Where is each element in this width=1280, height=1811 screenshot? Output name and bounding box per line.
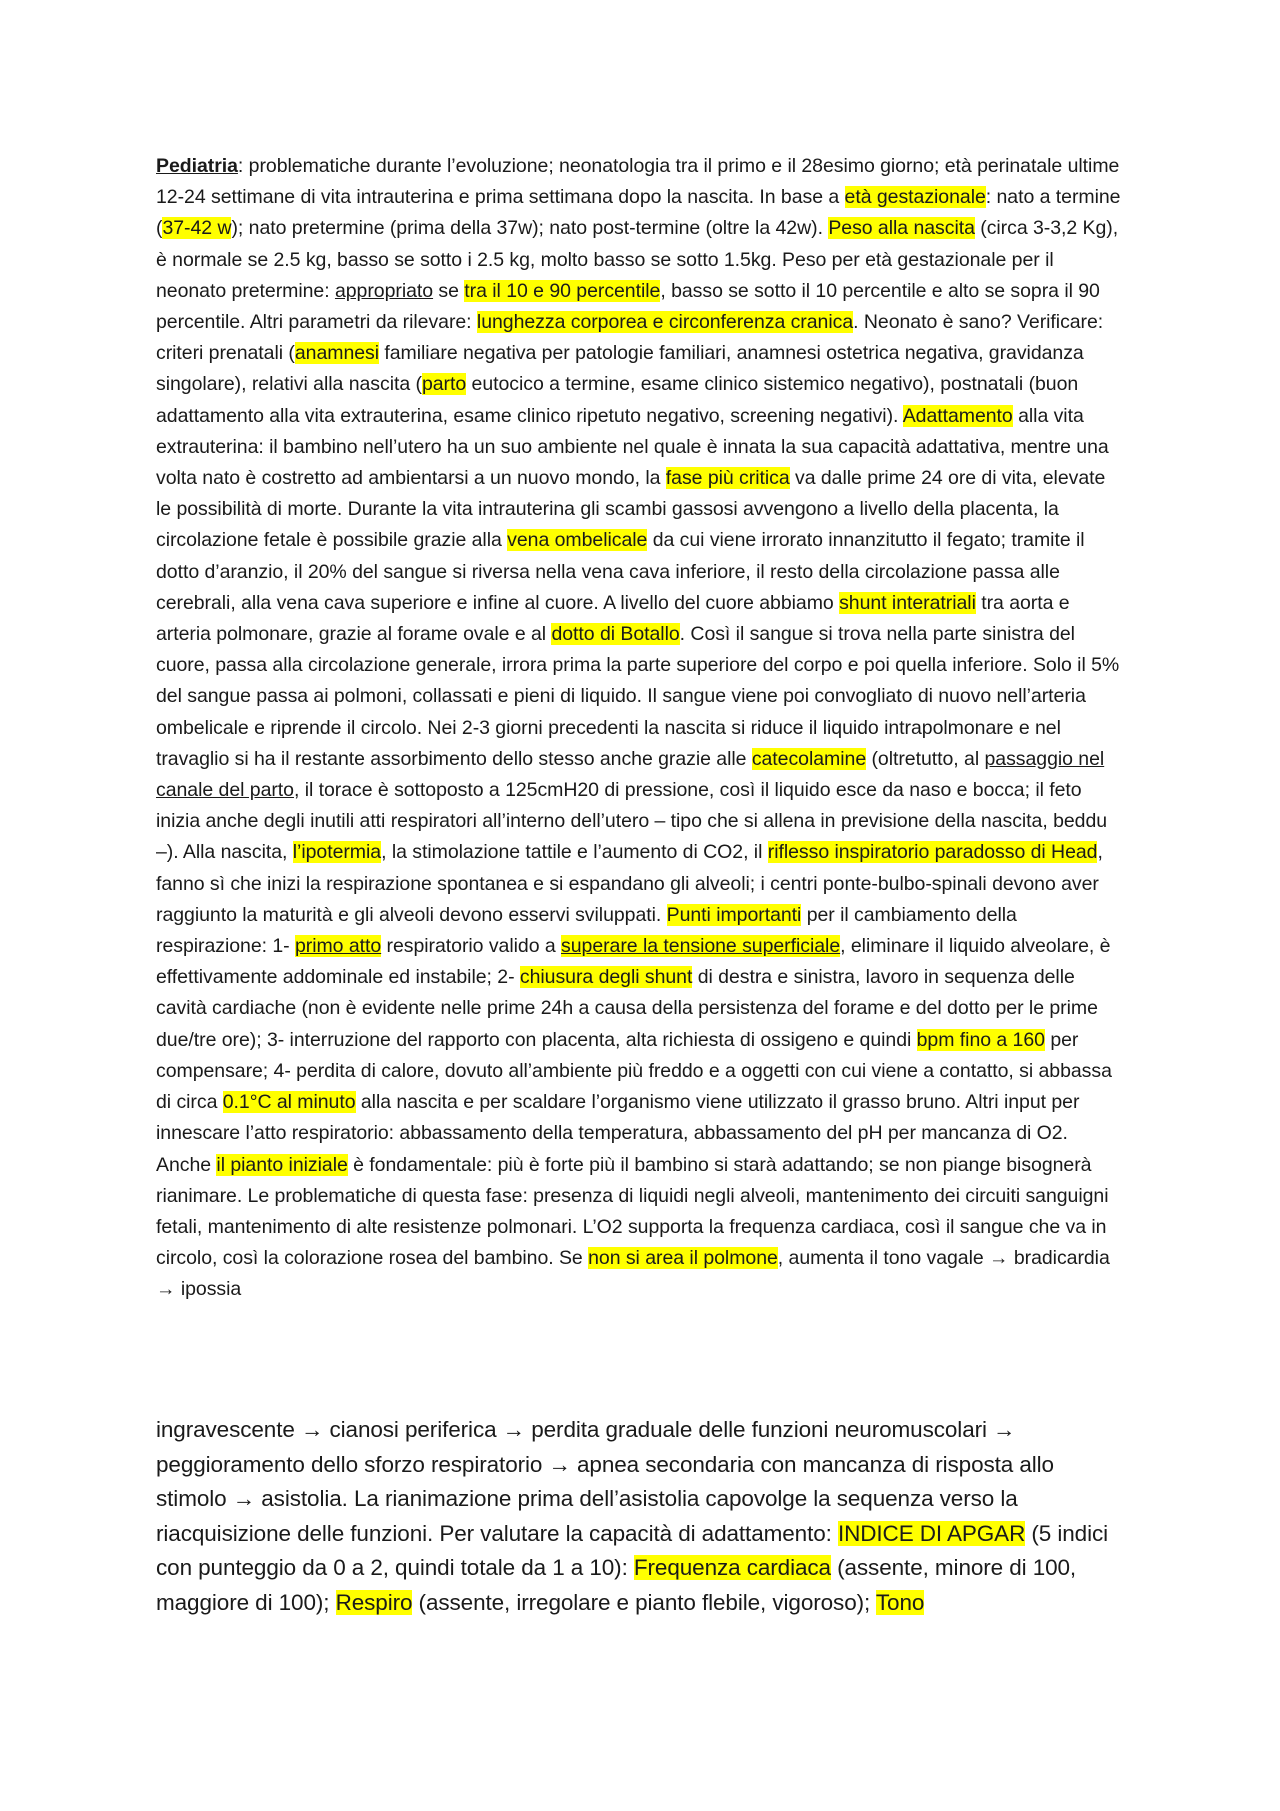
text-run: per il cambiamento della respirazione: 1- <box>156 903 1017 958</box>
text-run: , la stimolazione tattile e l’aumento di CO2, il <box>381 841 768 864</box>
highlighted-term: lunghezza corporea e circonferenza cranica <box>476 311 854 334</box>
text-run: va dalle prime 24 ore di vita, elevate le possibilità di morte. Durante la vita intrauterina gli scambi gassosi avvengono a livello della placenta, la circolazione fetale è possibile grazie alla <box>156 467 1106 552</box>
text-run: : problematiche durante l’evoluzione; neonatologia tra il primo e il 28esimo giorno; età perinatale ultime 12-24 settimane di vita intrauterina e prima settimana dopo la nascita. In base a <box>156 155 1120 209</box>
highlighted-term: l’ipotermia <box>292 841 382 864</box>
highlighted-term: tra il 10 e 90 percentile <box>464 279 661 302</box>
highlighted-term: il pianto iniziale <box>216 1153 348 1176</box>
highlighted-term: vena ombelicale <box>507 529 648 552</box>
text-run: : nato a termine ( <box>156 186 1121 240</box>
text-run: , eliminare il liquido alveolare, è effettivamente addominale ed instabile; 2- <box>156 935 1111 989</box>
highlighted-term: chiusura degli shunt <box>519 966 693 989</box>
text-run: respiratorio valido a <box>381 935 562 958</box>
body-paragraph <box>156 151 1124 1306</box>
highlighted-term: parto <box>421 373 467 396</box>
text-run: , il torace è sottoposto a 125cmH20 di pressione, così il liquido esce da naso e bocca; il feto inizia anche degli inutili atti respiratori all’interno dell’utero – tipo che si allena in previsione della nascita, beddu –). Alla nascita, <box>156 779 1108 864</box>
body-paragraph-continuation <box>156 1413 1124 1620</box>
highlighted-term: Punti importanti <box>666 903 802 926</box>
highlighted-term: Frequenza cardiaca <box>633 1555 831 1580</box>
highlighted-term: shunt interatriali <box>839 591 976 614</box>
text-run: , fanno sì che inizi la respirazione spontanea e si espandano gli alveoli; i centri ponte-bulbo-spinali devono aver raggiunto la maturità e gli alveoli devono esservi sviluppati. <box>156 841 1103 926</box>
underlined-term: appropriato <box>334 279 434 302</box>
highlighted-term: età gestazionale <box>844 186 986 209</box>
text-run: ); nato pretermine (prima della 37w); nato post-termine (oltre la 42w). <box>231 217 829 240</box>
highlighted-term: riflesso inspiratorio paradosso di Head <box>767 841 1098 864</box>
text-run: per compensare; 4- perdita di calore, dovuto all’ambiente più freddo e a oggetti con cui viene a contatto, si abbassa di circa <box>156 1028 1112 1114</box>
text-run: , aumenta il tono vagale → bradicardia → ipossia <box>156 1247 1110 1301</box>
highlighted-term: Respiro <box>335 1589 413 1615</box>
text-run: (circa 3-3,2 Kg), è normale se 2.5 kg, basso se sotto i 2.5 kg, molto basso se sotto 1.5kg. Peso per età gestazionale per il neonato pretermine: <box>156 217 1119 302</box>
highlighted-term: anamnesi <box>294 342 380 365</box>
highlighted-term: primo atto <box>294 935 382 958</box>
text-run: (assente, minore di 100, maggiore di 100); <box>156 1555 1077 1615</box>
text-run: alla nascita e per scaldare l’organismo viene utilizzato il grasso bruno. Altri input per innescare l’atto respiratorio: abbassamento della temperatura, abbassamento del pH per mancanza di O2. Anche <box>156 1091 1080 1176</box>
text-run: . Neonato è sano? Verificare: criteri prenatali ( <box>156 311 1104 365</box>
text-run: tra aorta e arteria polmonare, grazie al forame ovale e al <box>156 591 1070 646</box>
highlighted-term: Adattamento <box>902 404 1013 427</box>
highlighted-term: non si area il polmone <box>588 1247 778 1270</box>
document-title: Pediatria <box>156 155 238 177</box>
text-run: di destra e sinistra, lavoro in sequenza delle cavità cardiache (non è evidente nelle prime 24h a causa della persistenza del forame e del dotto per le prime due/tre ore); 3- interruzione del rapporto con placenta, alta richiesta di ossigeno e quindi <box>156 966 1098 1051</box>
text-run: alla vita extrauterina: il bambino nell’utero ha un suo ambiente nel quale è innata la sua capacità adattativa, mentre una volta nato è costretto ad ambientarsi a un nuovo mondo, la <box>156 404 1109 490</box>
highlighted-term: Tono <box>875 1589 925 1615</box>
text-run: , basso se sotto il 10 percentile e alto se sopra il 90 percentile. Altri parametri da rilevare: <box>156 279 1100 334</box>
highlighted-term: catecolamine <box>751 747 867 770</box>
text-run: familiare negativa per patologie familiari, anamnesi ostetrica negativa, gravidanza singolare), relativi alla nascita ( <box>156 342 1084 396</box>
text-run: (5 indici con punteggio da 0 a 2, quindi totale da 1 a 10): <box>156 1520 1109 1580</box>
highlighted-term: fase più critica <box>665 467 790 490</box>
text-run: (assente, irregolare e pianto flebile, vigoroso); <box>412 1589 876 1615</box>
text-run: (oltretutto, al <box>866 747 985 770</box>
text-run: da cui viene irrorato innanzitutto il fegato; tramite il dotto d’aranzio, il 20% del sangue si riversa nella vena cava inferiore, il resto della circolazione passa alle cerebrali, alla vena cava superiore e infine al cuore. A livello del cuore abbiamo <box>156 529 1085 614</box>
text-run: è fondamentale: più è forte più il bambino si starà adattando; se non piange bisognerà rianimare. Le problematiche di questa fase: presenza di liquidi negli alveoli, mantenimento dei circuiti sanguigni fetali, mantenimento di alte resistenze polmonari. L’O2 supporta la frequenza cardiaca, così il sangue che va in circolo, così la colorazione rosea del bambino. Se <box>156 1153 1109 1270</box>
highlighted-term: 37-42 w <box>162 217 232 240</box>
text-run: ingravescente → cianosi periferica → perdita graduale delle funzioni neuromuscolari → peggioramento dello sforzo respiratorio → apnea secondaria con mancanza di risposta allo stimolo → asistolia. La rianimazione prima dell’asistolia capovolge la sequenza verso la riacquisizione delle funzioni. Per valutare la capacità di adattamento: <box>156 1417 1054 1546</box>
highlighted-term: INDICE DI APGAR <box>837 1520 1026 1546</box>
highlighted-term: bpm fino a 160 <box>916 1028 1045 1051</box>
highlighted-term: 0.1°C al minuto <box>222 1091 356 1114</box>
highlighted-term: superare la tensione superficiale <box>561 935 841 958</box>
text-run: se <box>433 279 465 302</box>
text-run: eutocico a termine, esame clinico sistemico negativo), postnatali (buon adattamento alla vita extrauterina, esame clinico ripetuto negativo, screening negativi). <box>156 373 1079 427</box>
highlighted-term: Peso alla nascita <box>828 217 975 240</box>
highlighted-term: dotto di Botallo <box>551 623 680 646</box>
text-run: . Così il sangue si trova nella parte sinistra del cuore, passa alla circolazione generale, irrora prima la parte superiore del corpo e poi quella inferiore. Solo il 5% del sangue passa ai polmoni, collassati e pieni di liquido. Il sangue viene poi convogliato di nuovo nell’arteria ombelicale e riprende il circolo. Nei 2-3 giorni precedenti la nascita si riduce il liquido intrapolmonare e nel travaglio si ha il restante assorbimento dello stesso anche grazie alle <box>156 623 1120 770</box>
underlined-term: passaggio nel canale del parto <box>156 747 1105 802</box>
